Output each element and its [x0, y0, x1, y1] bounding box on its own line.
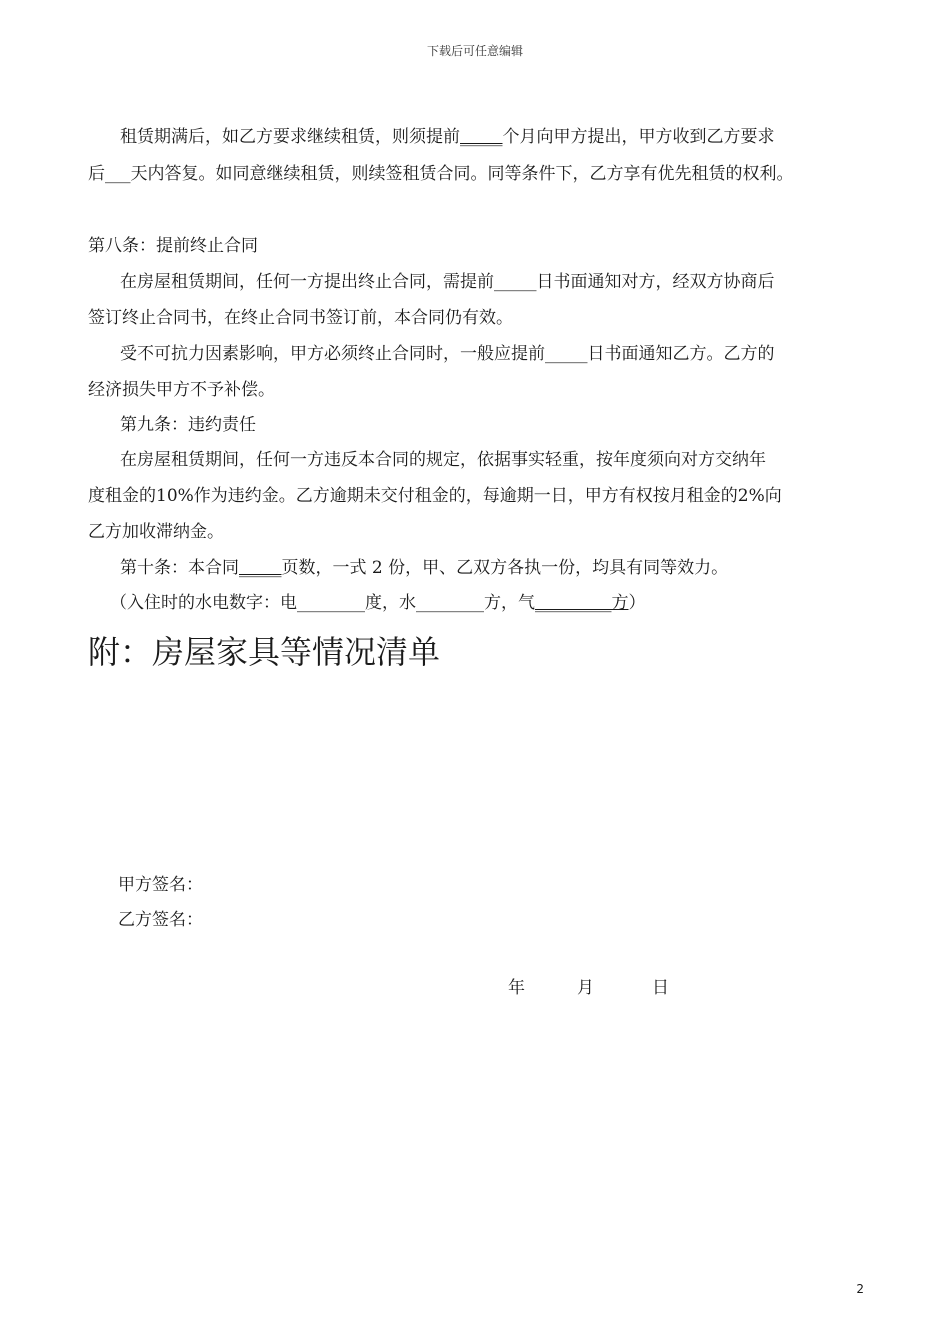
article-8-line-3: 受不可抗力因素影响，甲方必须终止合同时，一般应提前_____日书面通知乙方。乙方的	[120, 344, 775, 364]
article-9-line-1: 在房屋租赁期间，任何一方违反本合同的规定，依据事实轻重，按年度须向对方交纳年	[120, 450, 766, 470]
meter-readings-line	[110, 592, 646, 614]
date-month-label: 月	[577, 978, 594, 998]
article-8-line-2: 签订终止合同书，在终止合同书签订前，本合同仍有效。	[88, 308, 513, 328]
party-a-signature-label: 甲方签名：	[118, 875, 203, 895]
party-b-signature-label: 乙方签名：	[118, 910, 203, 930]
text-segment: ）	[628, 593, 646, 613]
page-header: 下载后可任意编辑	[426, 44, 523, 58]
article-10-line	[120, 557, 728, 579]
blank-field: _________方	[535, 593, 629, 613]
text-segment: 个月向甲方提出，甲方收到乙方要求	[502, 127, 775, 147]
text-segment: 页数，一式 2 份，甲、乙双方各执一份，均具有同等效力。	[281, 558, 729, 578]
blank-field: _____	[460, 127, 503, 147]
renewal-paragraph-line-2: 后___天内答复。如同意继续租赁，则续签租赁合同。同等条件下，乙方享有优先租赁的权利。	[88, 164, 794, 184]
renewal-paragraph-line-1	[120, 126, 775, 148]
date-day-label: 日	[652, 978, 669, 998]
blank-field: _____	[239, 558, 282, 578]
article-8-line-1: 在房屋租赁期间，任何一方提出终止合同，需提前_____日书面通知对方，经双方协商后	[120, 272, 775, 292]
article-8-title: 第八条：提前终止合同	[88, 236, 258, 256]
text-segment: （入住时的水电数字：电________度，水________方，气	[110, 593, 535, 613]
article-8-line-4: 经济损失甲方不予补偿。	[88, 380, 275, 400]
article-9-title: 第九条：违约责任	[120, 415, 256, 435]
text-segment: 第十条：本合同	[120, 558, 239, 578]
date-year-label: 年	[508, 978, 525, 998]
page-number: 2	[856, 1282, 864, 1296]
attachment-title: 附：房屋家具等情况清单	[88, 633, 441, 671]
article-9-line-3: 乙方加收滞纳金。	[88, 522, 224, 542]
article-9-line-2: 度租金的10%作为违约金。乙方逾期未交付租金的，每逾期一日，甲方有权按月租金的2%向	[88, 486, 782, 506]
text-segment: 租赁期满后，如乙方要求继续租赁，则须提前	[120, 127, 460, 147]
